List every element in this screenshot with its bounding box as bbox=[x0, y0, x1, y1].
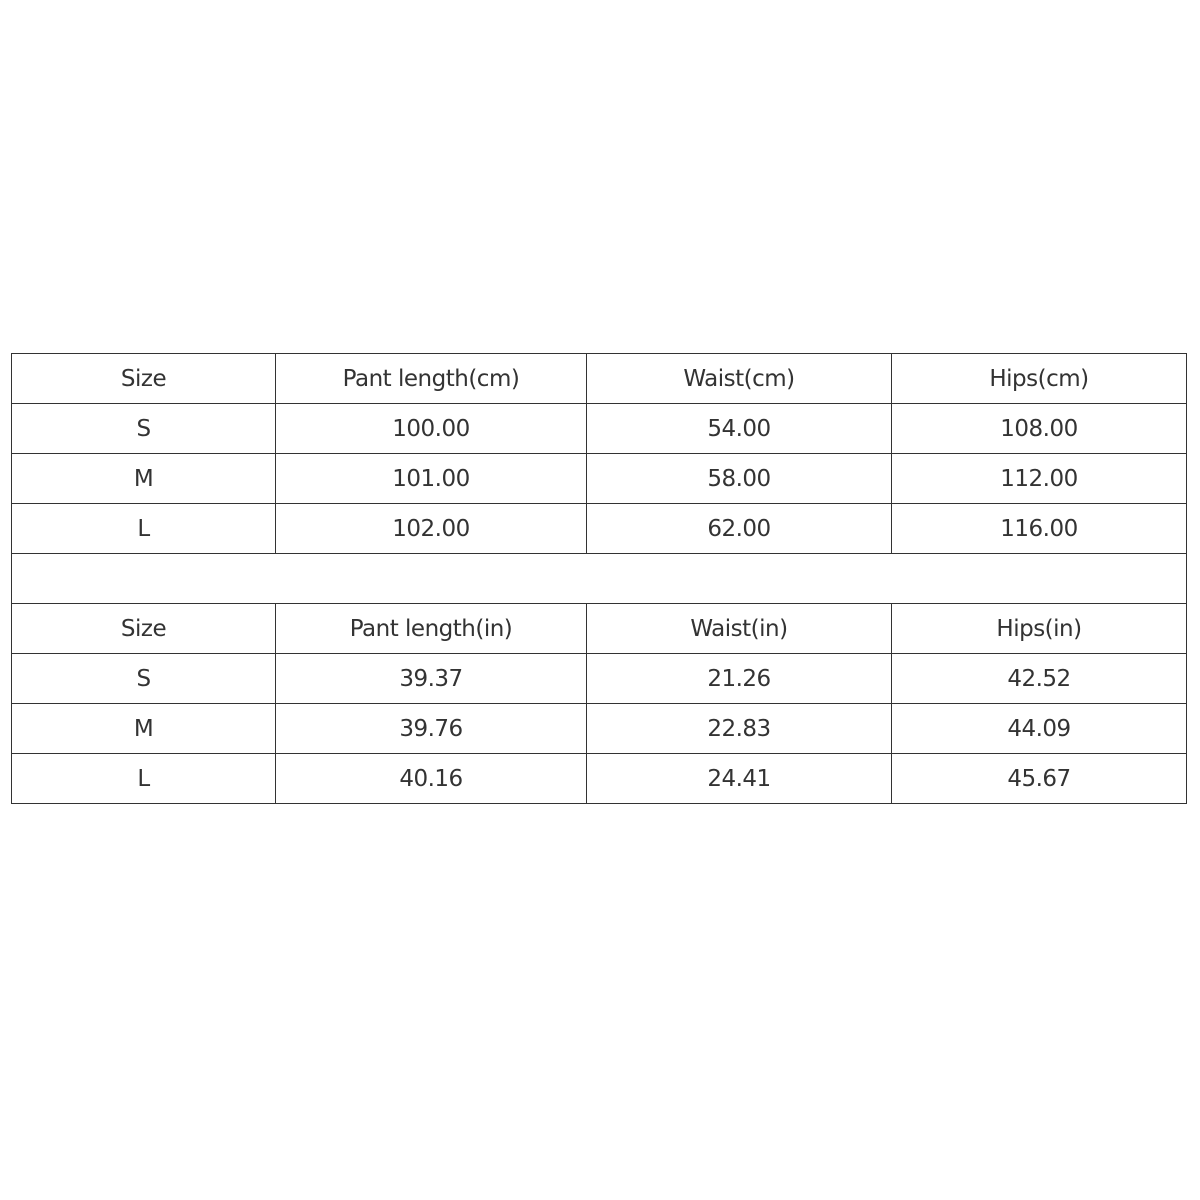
spacer-cell bbox=[12, 554, 1187, 604]
waist-cell: 58.00 bbox=[587, 454, 892, 504]
header-cell-pant-length-in: Pant length(in) bbox=[276, 604, 587, 654]
table-row bbox=[12, 754, 1187, 804]
table-row bbox=[12, 654, 1187, 704]
hips-cell: 45.67 bbox=[892, 754, 1187, 804]
size-cell: S bbox=[12, 404, 276, 454]
hips-cell: 44.09 bbox=[892, 704, 1187, 754]
header-cell-waist-in: Waist(in) bbox=[587, 604, 892, 654]
pant-length-cell: 100.00 bbox=[276, 404, 587, 454]
size-cell: L bbox=[12, 504, 276, 554]
header-cell-size: Size bbox=[12, 354, 276, 404]
cm-header-row bbox=[12, 354, 1187, 404]
size-cell: M bbox=[12, 454, 276, 504]
header-cell-size: Size bbox=[12, 604, 276, 654]
hips-cell: 42.52 bbox=[892, 654, 1187, 704]
table-row bbox=[12, 454, 1187, 504]
size-cell: M bbox=[12, 704, 276, 754]
waist-cell: 54.00 bbox=[587, 404, 892, 454]
header-cell-hips-cm: Hips(cm) bbox=[892, 354, 1187, 404]
pant-length-cell: 39.37 bbox=[276, 654, 587, 704]
size-cell: S bbox=[12, 654, 276, 704]
waist-cell: 21.26 bbox=[587, 654, 892, 704]
pant-length-cell: 102.00 bbox=[276, 504, 587, 554]
hips-cell: 116.00 bbox=[892, 504, 1187, 554]
in-header-row bbox=[12, 604, 1187, 654]
pant-length-cell: 101.00 bbox=[276, 454, 587, 504]
table-row bbox=[12, 704, 1187, 754]
hips-cell: 112.00 bbox=[892, 454, 1187, 504]
pant-length-cell: 40.16 bbox=[276, 754, 587, 804]
size-chart-table bbox=[11, 353, 1187, 804]
hips-cell: 108.00 bbox=[892, 404, 1187, 454]
table-row bbox=[12, 504, 1187, 554]
waist-cell: 22.83 bbox=[587, 704, 892, 754]
size-cell: L bbox=[12, 754, 276, 804]
spacer-row bbox=[12, 554, 1187, 604]
table-row bbox=[12, 404, 1187, 454]
header-cell-pant-length-cm: Pant length(cm) bbox=[276, 354, 587, 404]
header-cell-waist-cm: Waist(cm) bbox=[587, 354, 892, 404]
pant-length-cell: 39.76 bbox=[276, 704, 587, 754]
waist-cell: 62.00 bbox=[587, 504, 892, 554]
waist-cell: 24.41 bbox=[587, 754, 892, 804]
header-cell-hips-in: Hips(in) bbox=[892, 604, 1187, 654]
